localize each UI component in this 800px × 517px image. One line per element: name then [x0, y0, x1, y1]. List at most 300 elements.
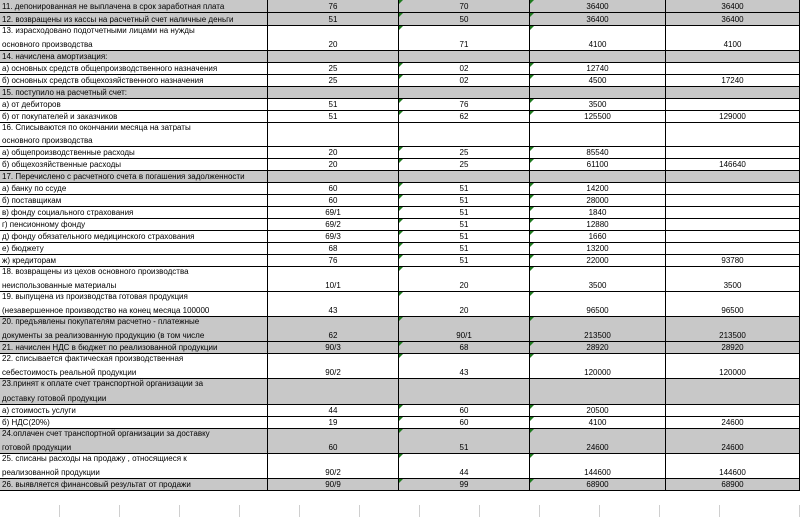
operation-cell[interactable]	[0, 75, 268, 87]
debit-cell[interactable]	[268, 429, 399, 454]
cell-text: 144600	[719, 468, 746, 477]
debit-cell[interactable]	[268, 13, 399, 26]
total-cell[interactable]	[666, 87, 800, 99]
cell-text: 17. Перечислено с расчетного счета в погашения задолженности	[2, 172, 245, 181]
cell-text: ж) кредиторам	[2, 256, 57, 265]
cell-comment-marker	[530, 219, 534, 223]
debit-cell[interactable]	[268, 405, 399, 417]
cell-comment-marker	[399, 317, 403, 321]
operation-cell[interactable]	[0, 354, 268, 379]
table-row	[0, 379, 800, 405]
credit-cell[interactable]	[399, 454, 530, 479]
cell-text: 76	[328, 256, 338, 265]
cell-text: а) общепроизводственные расходы	[2, 148, 135, 157]
debit-cell[interactable]	[268, 159, 399, 171]
total-cell[interactable]	[666, 231, 800, 243]
cell-comment-marker	[530, 317, 534, 321]
credit-cell[interactable]	[399, 405, 530, 417]
credit-cell[interactable]	[399, 267, 530, 292]
cell-text: 12740	[586, 64, 609, 73]
cell-text: 76	[459, 100, 469, 109]
debit-cell[interactable]	[268, 479, 399, 491]
cell-text: 51	[328, 15, 338, 24]
cell-text: 13200	[586, 244, 609, 253]
operation-cell[interactable]	[0, 267, 268, 292]
cell-text: 16. Списываются по окончании месяца на затраты	[2, 123, 191, 132]
cell-comment-marker	[399, 479, 403, 483]
cell-text: 70	[459, 2, 469, 11]
cell-text: себестоимость реальной продукции	[2, 368, 137, 377]
table-row	[0, 26, 800, 51]
debit-cell[interactable]	[268, 267, 399, 292]
credit-cell[interactable]	[399, 13, 530, 26]
cell-text: 24600	[586, 443, 609, 452]
credit-cell[interactable]	[399, 26, 530, 51]
operation-cell[interactable]	[0, 159, 268, 171]
operation-cell[interactable]	[0, 454, 268, 479]
amount-cell[interactable]	[530, 51, 666, 63]
cell-text: 36400	[721, 2, 744, 11]
cell-text: 20	[459, 281, 469, 290]
cell-comment-marker	[399, 0, 403, 4]
cell-text: 51	[328, 112, 338, 121]
cell-text: 02	[459, 76, 469, 85]
amount-cell[interactable]	[530, 219, 666, 231]
cell-comment-marker	[530, 417, 534, 421]
total-cell[interactable]	[666, 51, 800, 63]
cell-comment-marker	[399, 195, 403, 199]
cell-text: 125500	[584, 112, 611, 121]
cell-comment-marker	[399, 219, 403, 223]
credit-cell[interactable]	[399, 63, 530, 75]
credit-cell[interactable]	[399, 99, 530, 111]
debit-cell[interactable]	[268, 417, 399, 429]
cell-text: 28920	[586, 343, 609, 352]
cell-text: 20	[328, 148, 338, 157]
table-row	[0, 75, 800, 87]
debit-cell[interactable]	[268, 75, 399, 87]
cell-text: 44	[459, 468, 469, 477]
cell-text: 11. депонированная не выплачена в срок заработная плата	[2, 2, 225, 11]
operation-cell[interactable]	[0, 99, 268, 111]
amount-cell[interactable]	[530, 317, 666, 342]
cell-text: 146640	[719, 160, 746, 169]
total-cell[interactable]	[666, 183, 800, 195]
operation-cell[interactable]	[0, 219, 268, 231]
operation-cell[interactable]	[0, 0, 268, 13]
cell-text: 28920	[721, 343, 744, 352]
cell-text: 51	[459, 184, 469, 193]
cell-comment-marker	[530, 26, 534, 30]
total-cell[interactable]	[666, 255, 800, 267]
cell-comment-marker	[399, 354, 403, 358]
amount-cell[interactable]	[530, 75, 666, 87]
table-row	[0, 111, 800, 123]
total-cell[interactable]	[666, 405, 800, 417]
cell-text: 21. начислен НДС в бюджет по реализованной продукции	[2, 343, 218, 352]
cell-text: 43	[328, 306, 338, 315]
operation-cell[interactable]	[0, 123, 268, 147]
amount-cell[interactable]	[530, 243, 666, 255]
operation-cell[interactable]	[0, 183, 268, 195]
operation-cell[interactable]	[0, 171, 268, 183]
total-cell[interactable]	[666, 147, 800, 159]
cell-text: б) общехозяйственные расходы	[2, 160, 122, 169]
cell-comment-marker	[530, 195, 534, 199]
cell-comment-marker	[530, 159, 534, 163]
credit-cell[interactable]	[399, 111, 530, 123]
debit-cell[interactable]	[268, 255, 399, 267]
cell-comment-marker	[530, 454, 534, 458]
operation-cell[interactable]	[0, 63, 268, 75]
debit-cell[interactable]	[268, 147, 399, 159]
cell-comment-marker	[399, 111, 403, 115]
credit-cell[interactable]	[399, 255, 530, 267]
cell-text: 60	[328, 196, 338, 205]
debit-cell[interactable]	[268, 243, 399, 255]
amount-cell[interactable]	[530, 207, 666, 219]
total-cell[interactable]	[666, 63, 800, 75]
cell-text: 62	[328, 331, 338, 340]
table-row	[0, 429, 800, 454]
cell-text: 144600	[584, 468, 611, 477]
operation-cell[interactable]	[0, 51, 268, 63]
cell-text: 61100	[586, 160, 609, 169]
debit-cell[interactable]	[268, 63, 399, 75]
operation-cell[interactable]	[0, 255, 268, 267]
amount-cell[interactable]	[530, 171, 666, 183]
cell-text: 1840	[588, 208, 607, 217]
table-row	[0, 292, 800, 317]
cell-text: готовой продукции	[2, 443, 72, 452]
cell-text: 51	[328, 100, 338, 109]
cell-text: 90/9	[325, 480, 341, 489]
table-row	[0, 342, 800, 354]
total-cell[interactable]	[666, 26, 800, 51]
amount-cell[interactable]	[530, 195, 666, 207]
cell-text: 60	[459, 418, 469, 427]
cell-text: 3500	[588, 281, 607, 290]
cell-comment-marker	[530, 207, 534, 211]
cell-comment-marker	[530, 147, 534, 151]
cell-text: 4100	[588, 418, 607, 427]
cell-text: б) поставщикам	[2, 196, 62, 205]
cell-text: (незавершенное производство на конец месяца 100000	[2, 306, 210, 315]
operation-cell[interactable]	[0, 195, 268, 207]
cell-text: 14. начислена амортизация:	[2, 52, 108, 61]
cell-comment-marker	[530, 111, 534, 115]
cell-text: 120000	[584, 368, 611, 377]
amount-cell[interactable]	[530, 405, 666, 417]
cell-text: 51	[459, 196, 469, 205]
total-cell[interactable]	[666, 207, 800, 219]
total-cell[interactable]	[666, 159, 800, 171]
amount-cell[interactable]	[530, 0, 666, 13]
cell-comment-marker	[530, 354, 534, 358]
amount-cell[interactable]	[530, 354, 666, 379]
amount-cell[interactable]	[530, 267, 666, 292]
cell-text: 12880	[586, 220, 609, 229]
operation-cell[interactable]	[0, 26, 268, 51]
cell-text: е) бюджету	[2, 244, 44, 253]
cell-text: 69/1	[325, 208, 341, 217]
cell-text: 120000	[719, 368, 746, 377]
cell-comment-marker	[530, 255, 534, 259]
total-cell[interactable]	[666, 219, 800, 231]
cell-text: 14200	[586, 184, 609, 193]
total-cell[interactable]	[666, 171, 800, 183]
table-row	[0, 479, 800, 491]
debit-cell[interactable]	[268, 219, 399, 231]
cell-comment-marker	[399, 255, 403, 259]
credit-cell[interactable]	[399, 147, 530, 159]
amount-cell[interactable]	[530, 342, 666, 354]
amount-cell[interactable]	[530, 417, 666, 429]
cell-text: 25	[459, 148, 469, 157]
debit-cell[interactable]	[268, 317, 399, 342]
total-cell[interactable]	[666, 429, 800, 454]
operation-cell[interactable]	[0, 479, 268, 491]
total-cell[interactable]	[666, 354, 800, 379]
debit-cell[interactable]	[268, 342, 399, 354]
operation-cell[interactable]	[0, 13, 268, 26]
credit-cell[interactable]	[399, 51, 530, 63]
table-row	[0, 195, 800, 207]
cell-text: 19	[328, 418, 338, 427]
cell-comment-marker	[399, 99, 403, 103]
amount-cell[interactable]	[530, 111, 666, 123]
table-row	[0, 183, 800, 195]
cell-text: 50	[459, 15, 469, 24]
cell-text: 60	[328, 443, 338, 452]
total-cell[interactable]	[666, 417, 800, 429]
credit-cell[interactable]	[399, 231, 530, 243]
credit-cell[interactable]	[399, 159, 530, 171]
cell-text: 51	[459, 256, 469, 265]
credit-cell[interactable]	[399, 171, 530, 183]
credit-cell[interactable]	[399, 429, 530, 454]
credit-cell[interactable]	[399, 243, 530, 255]
cell-comment-marker	[399, 342, 403, 346]
operation-cell[interactable]	[0, 405, 268, 417]
total-cell[interactable]	[666, 195, 800, 207]
cell-text: документы за реализованную продукцию (в том числе	[2, 331, 205, 340]
cell-text: 4500	[588, 76, 607, 85]
cell-text: 43	[459, 368, 469, 377]
amount-cell[interactable]	[530, 292, 666, 317]
amount-cell[interactable]	[530, 147, 666, 159]
operation-cell[interactable]	[0, 292, 268, 317]
operation-cell[interactable]	[0, 207, 268, 219]
operation-cell[interactable]	[0, 147, 268, 159]
debit-cell[interactable]	[268, 87, 399, 99]
operation-cell[interactable]	[0, 87, 268, 99]
total-cell[interactable]	[666, 379, 800, 405]
credit-cell[interactable]	[399, 207, 530, 219]
cell-comment-marker	[530, 13, 534, 17]
cell-text: 129000	[719, 112, 746, 121]
cell-text: 13. израсходовано подотчетными лицами на нужды	[2, 26, 195, 35]
credit-cell[interactable]	[399, 75, 530, 87]
amount-cell[interactable]	[530, 87, 666, 99]
amount-cell[interactable]	[530, 123, 666, 147]
amount-cell[interactable]	[530, 231, 666, 243]
amount-cell[interactable]	[530, 454, 666, 479]
table-row	[0, 63, 800, 75]
table-row	[0, 51, 800, 63]
cell-text: 69/2	[325, 220, 341, 229]
total-cell[interactable]	[666, 99, 800, 111]
amount-cell[interactable]	[530, 26, 666, 51]
credit-cell[interactable]	[399, 219, 530, 231]
credit-cell[interactable]	[399, 379, 530, 405]
total-cell[interactable]	[666, 13, 800, 26]
cell-text: 20	[328, 160, 338, 169]
cell-text: 25	[459, 160, 469, 169]
table-row	[0, 13, 800, 26]
debit-cell[interactable]	[268, 123, 399, 147]
cell-comment-marker	[399, 243, 403, 247]
cell-comment-marker	[530, 63, 534, 67]
operation-cell[interactable]	[0, 429, 268, 454]
amount-cell[interactable]	[530, 183, 666, 195]
credit-cell[interactable]	[399, 317, 530, 342]
operation-cell[interactable]	[0, 111, 268, 123]
credit-cell[interactable]	[399, 87, 530, 99]
cell-comment-marker	[399, 147, 403, 151]
credit-cell[interactable]	[399, 479, 530, 491]
table-row	[0, 159, 800, 171]
cell-text: 20500	[586, 406, 609, 415]
cell-text: г) пенсионному фонду	[2, 220, 86, 229]
credit-cell[interactable]	[399, 195, 530, 207]
cell-text: 99	[459, 480, 469, 489]
cell-text: 44	[328, 406, 338, 415]
debit-cell[interactable]	[268, 0, 399, 13]
cell-text: 24600	[721, 418, 744, 427]
total-cell[interactable]	[666, 292, 800, 317]
debit-cell[interactable]	[268, 379, 399, 405]
table-row	[0, 171, 800, 183]
cell-text: 90/1	[456, 331, 472, 340]
cell-text: 68	[459, 343, 469, 352]
debit-cell[interactable]	[268, 171, 399, 183]
credit-cell[interactable]	[399, 183, 530, 195]
table-row	[0, 0, 800, 13]
cell-text: а) основных средств общепроизводственного назначения	[2, 64, 218, 73]
amount-cell[interactable]	[530, 255, 666, 267]
cell-text: 71	[459, 40, 469, 49]
operation-cell[interactable]	[0, 342, 268, 354]
debit-cell[interactable]	[268, 195, 399, 207]
total-cell[interactable]	[666, 0, 800, 13]
table-row	[0, 207, 800, 219]
cell-text: 22. списывается фактическая производственная	[2, 354, 184, 363]
credit-cell[interactable]	[399, 354, 530, 379]
amount-cell[interactable]	[530, 13, 666, 26]
cell-text: 17240	[721, 76, 744, 85]
debit-cell[interactable]	[268, 207, 399, 219]
total-cell[interactable]	[666, 317, 800, 342]
cell-comment-marker	[530, 231, 534, 235]
cell-text: 4100	[588, 40, 607, 49]
total-cell[interactable]	[666, 342, 800, 354]
cell-text: 85540	[586, 148, 609, 157]
debit-cell[interactable]	[268, 111, 399, 123]
debit-cell[interactable]	[268, 183, 399, 195]
operation-cell[interactable]	[0, 243, 268, 255]
amount-cell[interactable]	[530, 479, 666, 491]
cell-comment-marker	[399, 75, 403, 79]
amount-cell[interactable]	[530, 63, 666, 75]
cell-comment-marker	[530, 479, 534, 483]
cell-text: 12. возвращены из кассы на расчетный счет наличные деньги	[2, 15, 234, 24]
debit-cell[interactable]	[268, 292, 399, 317]
cell-text: 25	[328, 76, 338, 85]
total-cell[interactable]	[666, 123, 800, 147]
table-row	[0, 87, 800, 99]
total-cell[interactable]	[666, 454, 800, 479]
total-cell[interactable]	[666, 479, 800, 491]
cell-text: 23.принят к оплате счет транспортной организации за	[2, 379, 204, 388]
amount-cell[interactable]	[530, 99, 666, 111]
credit-cell[interactable]	[399, 342, 530, 354]
cell-text: 213500	[719, 331, 746, 340]
cell-text: основного производства	[2, 136, 93, 145]
debit-cell[interactable]	[268, 51, 399, 63]
cell-text: 10/1	[325, 281, 341, 290]
operation-cell[interactable]	[0, 417, 268, 429]
cell-text: доставку готовой продукции	[2, 394, 107, 403]
total-cell[interactable]	[666, 243, 800, 255]
table-row	[0, 454, 800, 479]
empty-grid-row	[0, 505, 800, 517]
total-cell[interactable]	[666, 75, 800, 87]
cell-text: 90/2	[325, 468, 341, 477]
amount-cell[interactable]	[530, 159, 666, 171]
cell-text: а) от дебиторов	[2, 100, 61, 109]
debit-cell[interactable]	[268, 26, 399, 51]
credit-cell[interactable]	[399, 0, 530, 13]
cell-text: 02	[459, 64, 469, 73]
total-cell[interactable]	[666, 111, 800, 123]
debit-cell[interactable]	[268, 99, 399, 111]
debit-cell[interactable]	[268, 454, 399, 479]
debit-cell[interactable]	[268, 231, 399, 243]
credit-cell[interactable]	[399, 417, 530, 429]
cell-text: 96500	[721, 306, 744, 315]
operation-cell[interactable]	[0, 317, 268, 342]
operation-cell[interactable]	[0, 379, 268, 405]
operation-cell[interactable]	[0, 231, 268, 243]
cell-comment-marker	[530, 342, 534, 346]
cell-text: 51	[459, 232, 469, 241]
credit-cell[interactable]	[399, 292, 530, 317]
cell-text: 25. списаны расходы на продажу , относящиеся к	[2, 454, 187, 463]
amount-cell[interactable]	[530, 379, 666, 405]
cell-comment-marker	[399, 231, 403, 235]
cell-comment-marker	[399, 183, 403, 187]
total-cell[interactable]	[666, 267, 800, 292]
credit-cell[interactable]	[399, 123, 530, 147]
cell-comment-marker	[399, 13, 403, 17]
amount-cell[interactable]	[530, 429, 666, 454]
debit-cell[interactable]	[268, 354, 399, 379]
cell-comment-marker	[399, 159, 403, 163]
cell-text: 36400	[586, 2, 609, 11]
cell-text: б) от покупателей и заказчиков	[2, 112, 118, 121]
cell-text: 69/3	[325, 232, 341, 241]
